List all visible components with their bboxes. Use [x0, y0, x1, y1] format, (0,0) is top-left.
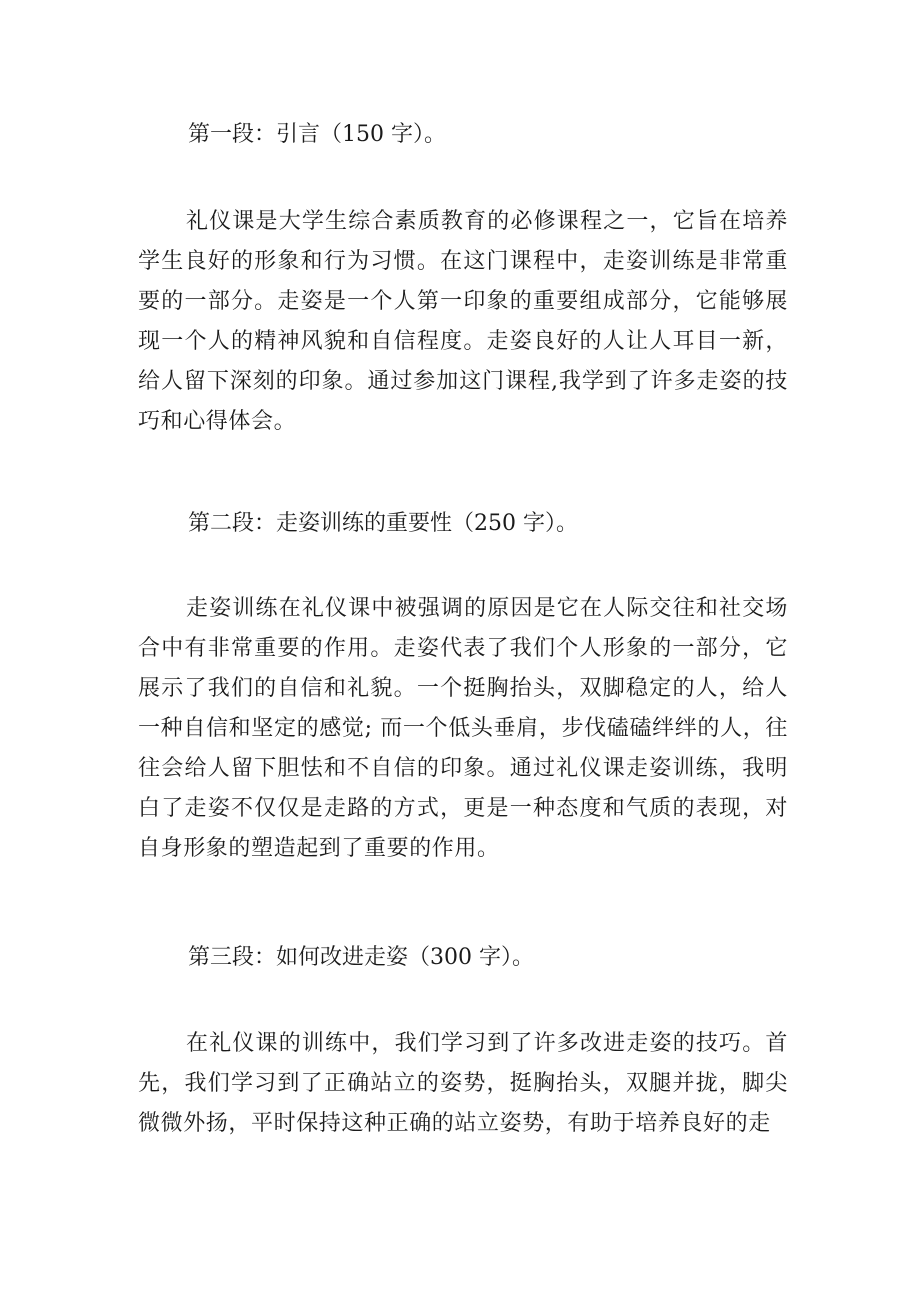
- section-1-heading: 第一段：引言（150 字）。: [188, 122, 446, 147]
- section-1-paragraph: 礼仪课是大学生综合素质教育的必修课程之一，它旨在培养学生良好的形象和行为习惯。在这门课程中，走姿训练是非常重要的一部分。走姿是一个人第一印象的重要组成部分，它能够展现一个人的精神风貌和自信程度。走姿良好的人让人耳目一新，给人留下深刻的印象。通过参加这门课程,我学到了许多走姿的技巧和心得体会。: [138, 209, 788, 434]
- section-2-heading: 第二段：走姿训练的重要性（250 字）。: [188, 511, 578, 536]
- section-3-paragraph: 在礼仪课的训练中，我们学习到了许多改进走姿的技巧。首先，我们学习到了正确站立的姿势，挺胸抬头，双腿并拢，脚尖微微外扬，平时保持这种正确的站立姿势，有助于培养良好的走: [138, 1031, 788, 1136]
- section-3-heading: 第三段：如何改进走姿（300 字）。: [188, 945, 534, 970]
- section-2-paragraph: 走姿训练在礼仪课中被强调的原因是它在人际交往和社交场合中有非常重要的作用。走姿代表了我们个人形象的一部分，它展示了我们的自信和礼貌。一个挺胸抬头，双脚稳定的人，给人一种自信和坚定的感觉; 而一个低头垂肩，步伐磕磕绊绊的人，往往会给人留下胆怯和不自信的印象。通过礼仪课走姿训练，我明白了走姿不仅仅是走路的方式，更是一种态度和气质的表现，对自身形象的塑造起到了重要的作用。: [138, 596, 788, 861]
